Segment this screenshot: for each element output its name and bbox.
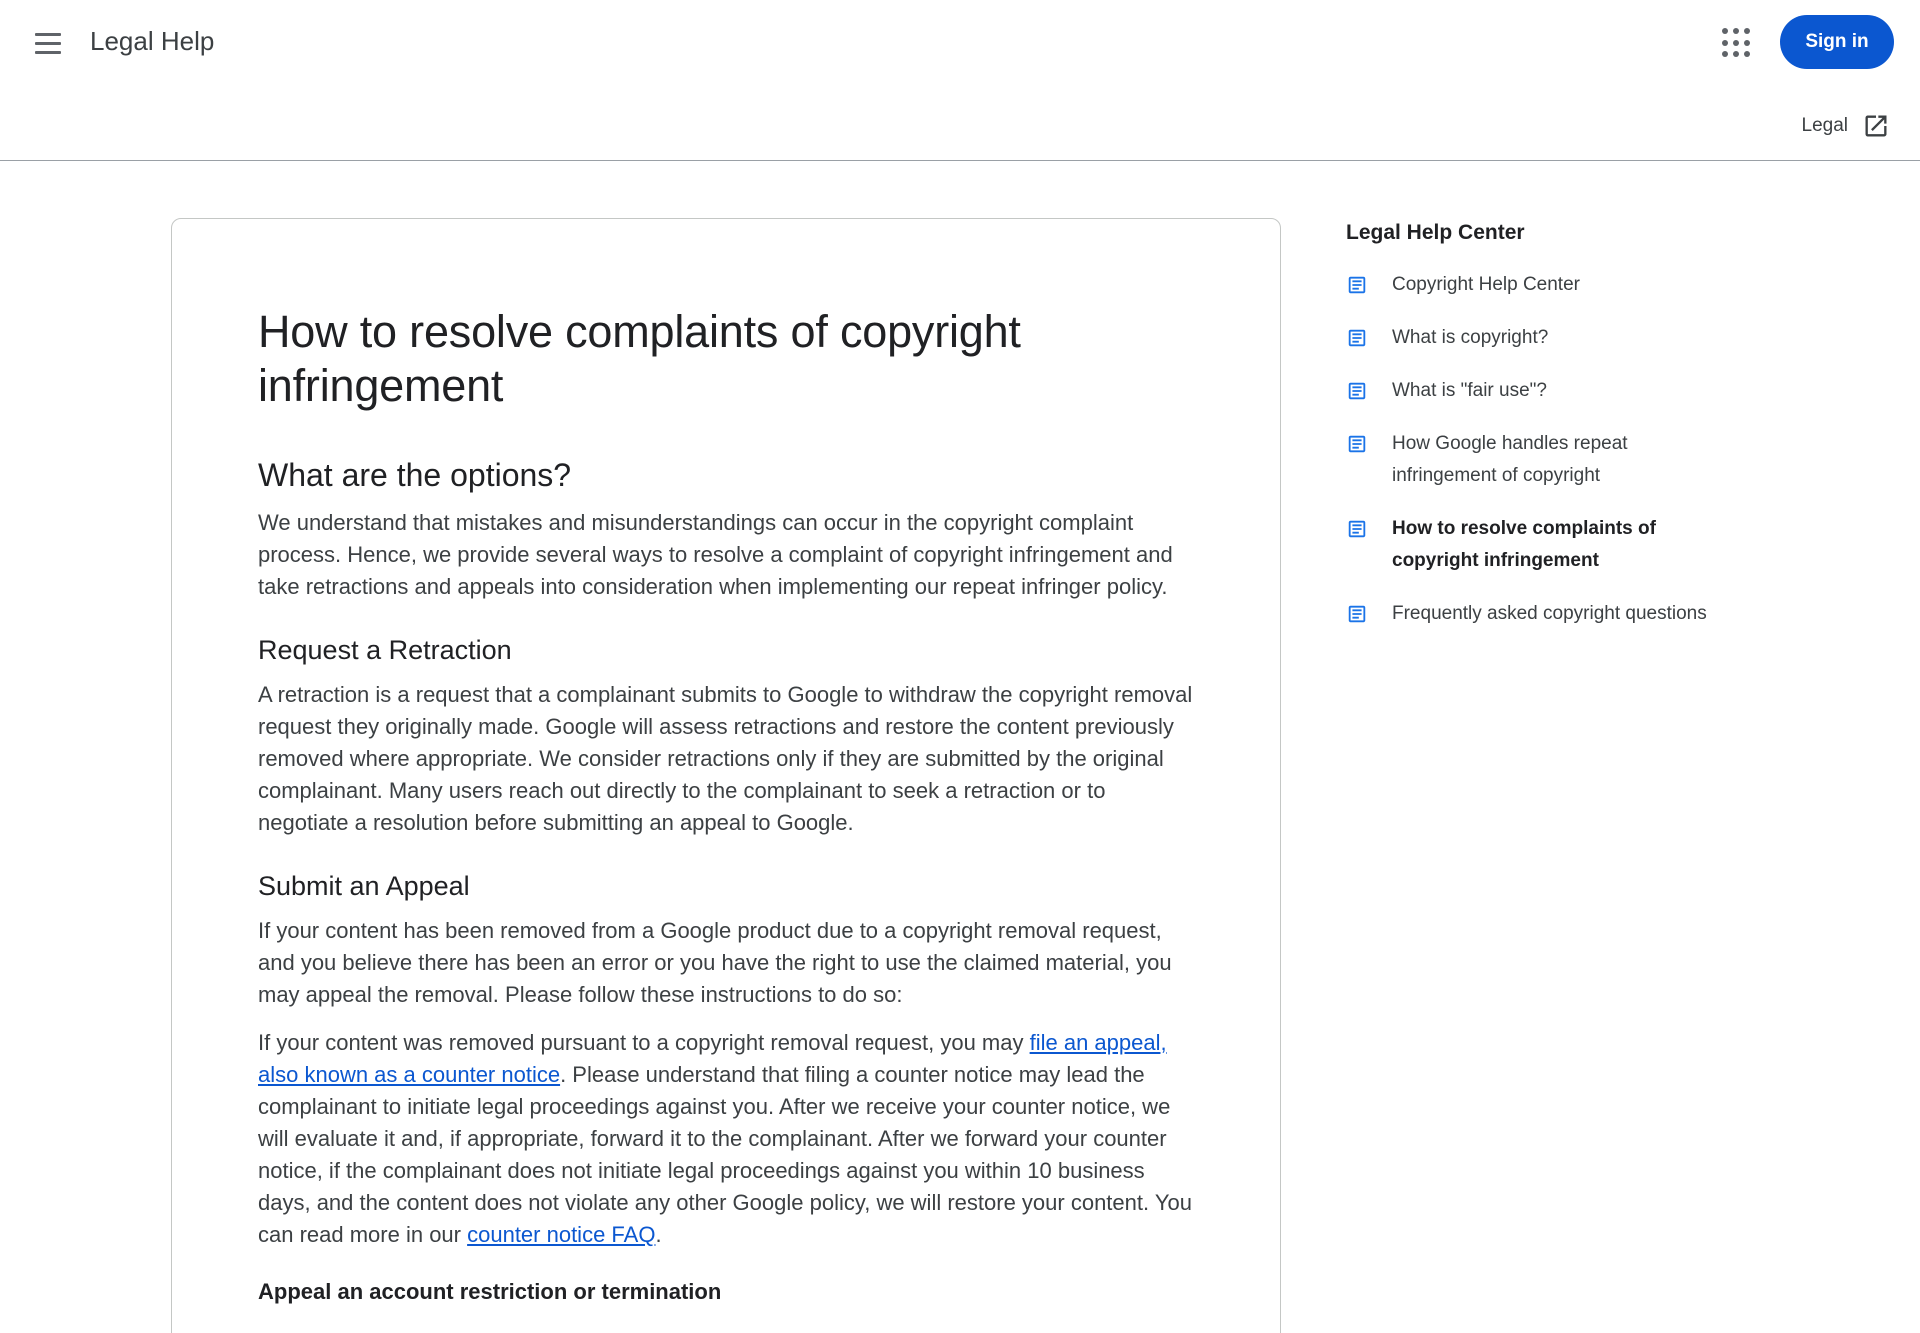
section-text-options: We understand that mistakes and misunderstandings can occur in the copyright complaint process. Hence, we provide several ways to resolve a complaint of copyright infringement and take retractions and appeals into consideration when implementing our repeat infringer policy. <box>258 510 1173 599</box>
sidebar-item-label: How to resolve complaints of copyright infringement <box>1392 518 1656 571</box>
app-title[interactable]: Legal Help <box>90 26 215 56</box>
counter-notice-faq-link[interactable]: counter notice FAQ <box>467 1222 656 1247</box>
sidebar-item-label: What is "fair use"? <box>1392 380 1547 401</box>
article-icon <box>1346 380 1368 402</box>
section-heading-account: Appeal an account restriction or termination <box>258 1279 722 1304</box>
sidebar-item[interactable] <box>1346 518 1846 577</box>
sidebar-item[interactable] <box>1346 433 1846 492</box>
main-menu-button[interactable] <box>28 26 68 60</box>
sidebar-nav-list <box>1346 274 1846 630</box>
sidebar-item-label: Frequently asked copyright questions <box>1392 603 1707 624</box>
open-in-new-icon <box>1862 112 1890 140</box>
page-title: How to resolve complaints of copyright infringement <box>258 306 1021 411</box>
section-heading-appeal: Submit an Appeal <box>258 871 470 901</box>
menu-icon-bar <box>35 51 61 54</box>
sidebar-item-label: What is copyright? <box>1392 327 1549 348</box>
sub-header <box>0 86 1920 161</box>
article-icon <box>1346 433 1368 455</box>
article-icon <box>1346 518 1368 540</box>
article-icon <box>1346 274 1368 296</box>
help-center-sidebar <box>1346 218 1846 656</box>
section-heading-options: What are the options? <box>258 457 572 493</box>
article-body <box>258 305 1193 1307</box>
legal-link-label: Legal <box>1801 115 1848 136</box>
google-apps-icon[interactable] <box>1722 28 1752 58</box>
counter-text-end: . <box>655 1222 662 1247</box>
sidebar-item-label: Copyright Help Center <box>1392 274 1580 295</box>
counter-notice-paragraph <box>258 1027 1193 1251</box>
menu-icon-bar <box>35 33 61 36</box>
section-heading-retraction: Request a Retraction <box>258 635 512 665</box>
counter-text-before: If your content was removed pursuant to a copyright removal request, you may <box>258 1030 1030 1055</box>
sidebar-item-label: How Google handles repeat infringement of copyright <box>1392 433 1628 486</box>
legal-external-link[interactable] <box>1802 112 1891 140</box>
sign-in-button[interactable]: Sign in <box>1780 15 1894 69</box>
sidebar-item[interactable] <box>1346 327 1846 354</box>
file-appeal-link[interactable]: file an appeal, also known as a counter notice <box>258 1030 1167 1087</box>
counter-text-middle: . Please understand that filing a counter notice may lead the complainant to initiate legal proceedings against you. After we receive your counter notice, we will evaluate it and, if appropriate, forward it to the complainant. After we forward your counter notice, if the complainant does not initiate legal proceedings against you within 10 business days, and the content does not violate any other Google policy, we will restore your content. You can read more in our <box>258 1062 1192 1247</box>
article-card <box>171 218 1281 1333</box>
sidebar-item[interactable] <box>1346 380 1846 407</box>
sidebar-title: Legal Help Center <box>1346 221 1525 244</box>
top-app-bar <box>0 0 1920 86</box>
sidebar-item[interactable] <box>1346 603 1846 630</box>
article-icon <box>1346 603 1368 625</box>
menu-icon-bar <box>35 42 61 45</box>
section-text-retraction: A retraction is a request that a complainant submits to Google to withdraw the copyright removal request they originally made. Google will assess retractions and restore the content previously removed where appropriate. We consider retractions only if they are submitted by the original complainant. Many users reach out directly to the complainant to seek a retraction or to negotiate a resolution before submitting an appeal to Google. <box>258 682 1193 835</box>
section-text-appeal: If your content has been removed from a Google product due to a copyright removal request, and you believe there has been an error or you have the right to use the claimed material, you may appeal the removal. Please follow these instructions to do so: <box>258 918 1172 1007</box>
sidebar-item[interactable] <box>1346 274 1846 301</box>
article-icon <box>1346 327 1368 349</box>
